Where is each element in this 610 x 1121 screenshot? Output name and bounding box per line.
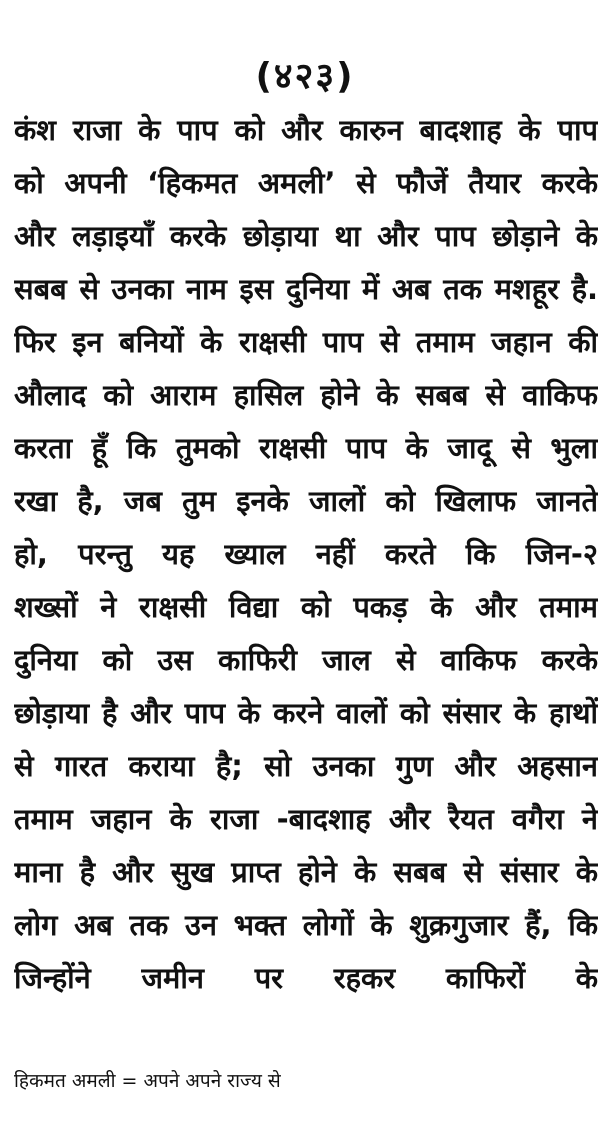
text-line: और लड़ाइयाँ करके छोड़ाया था और पाप छोड़ाने के xyxy=(14,219,598,253)
text-line: औलाद को आराम हासिल होने के सबब से वाकिफ xyxy=(14,378,598,412)
text-line: माना है और सुख प्राप्त होने के सबब से संसार के xyxy=(14,855,598,889)
text-line: हो, परन्तु यह ख्याल नहीं करते कि जिन-२ xyxy=(14,537,598,571)
text-line: छोड़ाया है और पाप के करने वालों को संसार के हाथों xyxy=(14,696,598,730)
text-line: जिन्होंने जमीन पर रहकर काफिरों के xyxy=(14,961,598,995)
text-line: करता हूँ कि तुमको राक्षसी पाप के जादू से भुला xyxy=(14,431,598,465)
text-line: से गारत कराया है; सो उनका गुण और अहसान xyxy=(14,749,598,783)
text-line: तमाम जहान के राजा -बादशाह और रैयत वगैरा ने xyxy=(14,802,598,836)
page-number: (४२३) xyxy=(255,56,355,97)
text-line: दुनिया को उस काफिरी जाल से वाकिफ करके xyxy=(14,643,598,677)
text-line: सबब से उनका नाम इस दुनिया में अब तक मशहूर है. xyxy=(14,272,598,306)
text-line: शख्सों ने राक्षसी विद्या को पकड़ के और तमाम xyxy=(14,590,598,624)
body-text xyxy=(14,104,598,1005)
text-line: को अपनी ‘हिकमत अमली’ से फौजें तैयार करके xyxy=(14,166,598,200)
text-line: कंश राजा के पाप को और कारुन बादशाह के पाप xyxy=(14,113,598,147)
text-line: रखा है, जब तुम इनके जालों को खिलाफ जानते xyxy=(14,484,598,518)
footnote: हिकमत अमली = अपने अपने राज्य से xyxy=(14,1070,281,1092)
text-line: फिर इन बनियों के राक्षसी पाप से तमाम जहान की xyxy=(14,325,598,359)
text-line: लोग अब तक उन भक्त लोगों के शुक्रगुजार हैं, कि xyxy=(14,908,598,942)
